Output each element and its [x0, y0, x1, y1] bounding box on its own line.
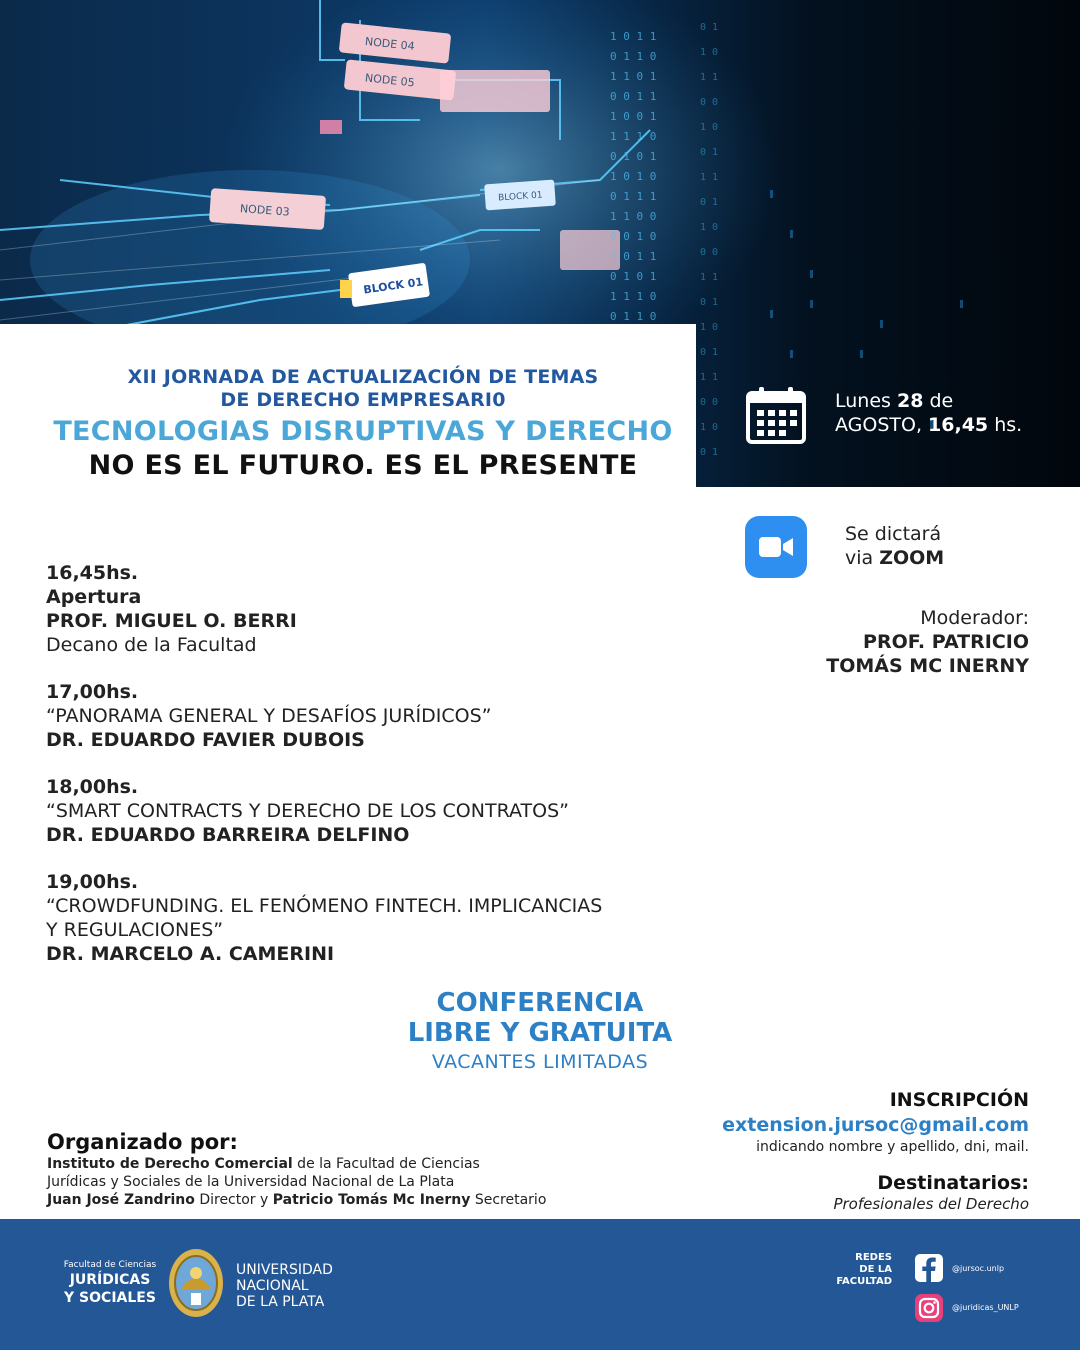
event-title: TECNOLOGIAS DISRUPTIVAS Y DERECHO	[53, 416, 673, 447]
conference-line1: CONFERENCIA	[436, 988, 644, 1018]
agenda-talk: “PANORAMA GENERAL Y DESAFÍOS JURÍDICOS”	[46, 705, 492, 727]
svg-text:1 1: 1 1	[700, 72, 719, 83]
node-label: NODE 03	[239, 202, 291, 219]
agenda	[46, 561, 736, 989]
agenda-title: Apertura	[46, 586, 142, 608]
conference-line2: LIBRE Y GRATUITA	[407, 1018, 673, 1048]
svg-text:0 0: 0 0	[700, 247, 719, 258]
svg-text:0 0: 0 0	[700, 397, 719, 408]
svg-text:1 1 0 1: 1 1 0 1	[610, 70, 657, 83]
event-edition-line1: XII JORNADA DE ACTUALIZACIÓN DE TEMAS	[127, 366, 599, 388]
agenda-time: 17,00hs.	[46, 681, 139, 703]
university-name: UNIVERSIDAD NACIONAL DE LA PLATA	[236, 1262, 333, 1310]
agenda-item	[46, 775, 736, 847]
agenda-item	[46, 870, 736, 966]
organizer-line: Jurídicas y Sociales de la Universidad Nacional de La Plata	[47, 1174, 455, 1190]
svg-text:0 0 1 0: 0 0 1 0	[610, 230, 657, 243]
event-tagline: NO ES EL FUTURO. ES EL PRESENTE	[88, 450, 638, 481]
svg-text:0 1 1 1: 0 1 1 1	[610, 190, 657, 203]
instagram-icon[interactable]	[915, 1294, 943, 1322]
agenda-talk-cont: Y REGULACIONES”	[46, 919, 224, 941]
calendar-icon	[745, 385, 807, 445]
social-label: REDES DE LA FACULTAD	[836, 1252, 892, 1287]
svg-text:1 0: 1 0	[700, 322, 719, 333]
event-edition-line2: DE DERECHO EMPRESARI0	[220, 389, 506, 411]
moderator-label: Moderador:	[920, 607, 1029, 629]
svg-text:1 0: 1 0	[700, 222, 719, 233]
agenda-item	[46, 561, 736, 657]
svg-text:1 0 1 1: 1 0 1 1	[610, 250, 657, 263]
hero-banner	[0, 0, 1080, 487]
facebook-icon[interactable]	[915, 1254, 943, 1282]
faculty-logo: Facultad de Ciencias JURÍDICAS Y SOCIALES	[63, 1260, 157, 1306]
svg-text:0 1: 0 1	[700, 447, 719, 458]
svg-text:1 0 1 1: 1 0 1 1	[610, 30, 657, 43]
audience	[833, 1171, 1029, 1213]
agenda-time: 16,45hs.	[46, 562, 139, 584]
svg-text:0 1 0 1: 0 1 0 1	[610, 270, 657, 283]
organizer-line: Instituto de Derecho Comercial de la Facultad de Ciencias	[47, 1156, 480, 1172]
svg-text:1 0: 1 0	[700, 122, 719, 133]
moderator-name-line2: TOMÁS MC INERNY	[826, 655, 1029, 677]
svg-text:1 0: 1 0	[700, 47, 719, 58]
svg-text:0 1: 0 1	[700, 297, 719, 308]
node-label: BLOCK 01	[497, 190, 543, 204]
agenda-speaker: DR. EDUARDO FAVIER DUBOIS	[46, 729, 365, 751]
svg-text:1 1: 1 1	[700, 172, 719, 183]
svg-text:0 1 1 0: 0 1 1 0	[610, 50, 657, 63]
moderator-name-line1: PROF. PATRICIO	[863, 631, 1029, 653]
registration-note: indicando nombre y apellido, dni, mail.	[756, 1139, 1029, 1155]
svg-text:1 0: 1 0	[700, 422, 719, 433]
svg-text:0 1: 0 1	[700, 147, 719, 158]
agenda-speaker: DR. MARCELO A. CAMERINI	[46, 943, 335, 965]
conference-banner	[250, 988, 830, 1076]
agenda-item	[46, 680, 736, 752]
organizer	[47, 1129, 667, 1209]
agenda-talk: “CROWDFUNDING. EL FENÓMENO FINTECH. IMPLICANCIAS	[46, 895, 603, 917]
svg-text:1 1 0 0: 1 1 0 0	[610, 210, 657, 223]
svg-text:0 0: 0 0	[700, 97, 719, 108]
moderator	[826, 606, 1029, 678]
agenda-time: 18,00hs.	[46, 776, 139, 798]
facebook-handle[interactable]: @jursoc.unlp	[952, 1264, 1005, 1273]
svg-text:1 1 1 0: 1 1 1 0	[610, 290, 657, 303]
conference-line3: VACANTES LIMITADAS	[431, 1051, 649, 1073]
svg-text:0 1: 0 1	[700, 347, 719, 358]
zoom-icon	[745, 516, 807, 578]
node-label: NODE 05	[364, 71, 416, 90]
svg-text:0 1 1 0: 0 1 1 0	[610, 310, 657, 323]
svg-text:1 1 1 0: 1 1 1 0	[610, 130, 657, 143]
registration-email-link[interactable]: extension.jursoc@gmail.com	[722, 1114, 1029, 1136]
agenda-time: 19,00hs.	[46, 871, 139, 893]
svg-text:0 1 0 1: 0 1 0 1	[610, 150, 657, 163]
organizer-heading: Organizado por:	[47, 1130, 238, 1154]
svg-text:0 1: 0 1	[700, 197, 719, 208]
audience-value: Profesionales del Derecho	[833, 1195, 1029, 1213]
agenda-speaker: DR. EDUARDO BARREIRA DELFINO	[46, 824, 410, 846]
audience-heading: Destinatarios:	[877, 1172, 1029, 1194]
agenda-speaker-role: Decano de la Facultad	[46, 634, 257, 656]
zoom-platform-text: Se dictará via ZOOM	[845, 523, 945, 569]
svg-text:1 1: 1 1	[700, 372, 719, 383]
date-text: Lunes 28 de AGOSTO, 16,45 hs.	[835, 390, 1023, 436]
svg-text:0 1: 0 1	[700, 22, 719, 33]
instagram-handle[interactable]: @juridicas_UNLP	[952, 1303, 1019, 1312]
node-label: BLOCK 01	[362, 275, 424, 297]
svg-text:1 1: 1 1	[700, 272, 719, 283]
footer	[0, 1219, 1080, 1350]
agenda-speaker: PROF. MIGUEL O. BERRI	[46, 610, 297, 632]
organizer-line: Juan José Zandrino Director y Patricio Tomás Mc Inerny Secretario	[47, 1192, 547, 1208]
registration	[722, 1088, 1029, 1156]
svg-text:1 0 0 1: 1 0 0 1	[610, 110, 657, 123]
node-label: NODE 04	[364, 34, 416, 54]
svg-text:0 0 1 1: 0 0 1 1	[610, 90, 657, 103]
title-panel	[0, 324, 696, 487]
registration-heading: INSCRIPCIÓN	[889, 1089, 1029, 1111]
agenda-talk: “SMART CONTRACTS Y DERECHO DE LOS CONTRATOS”	[46, 800, 570, 822]
university-seal-icon	[167, 1247, 225, 1319]
svg-text:1 0 1 0: 1 0 1 0	[610, 170, 657, 183]
